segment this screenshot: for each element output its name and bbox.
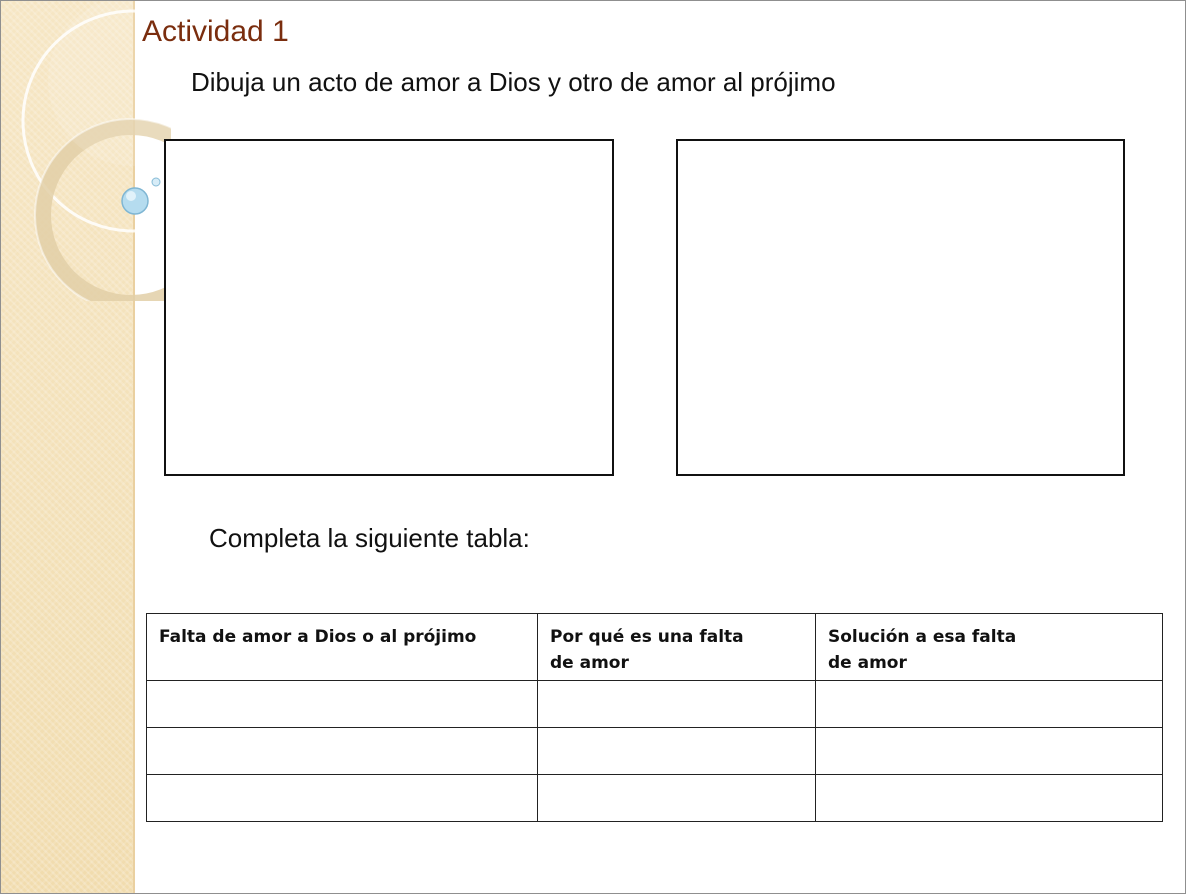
table-cell[interactable]: [147, 681, 538, 728]
column-header-solucion: Solución a esa falta de amor: [816, 614, 1163, 681]
drawing-box-love-to-god[interactable]: [164, 139, 614, 476]
table-cell[interactable]: [816, 681, 1163, 728]
table-instruction: Completa la siguiente tabla:: [209, 523, 530, 553]
table-cell[interactable]: [538, 775, 816, 822]
table-cell[interactable]: [538, 681, 816, 728]
table-row: [147, 728, 1163, 775]
column-header-falta: Falta de amor a Dios o al prójimo: [147, 614, 538, 681]
drawing-instruction: Dibuja un acto de amor a Dios y otro de amor al prójimo: [191, 67, 836, 97]
column-header-por-que: Por qué es una falta de amor: [538, 614, 816, 681]
table-cell[interactable]: [147, 775, 538, 822]
slide-title: Actividad 1: [142, 15, 289, 48]
table-header-row: [147, 614, 1163, 681]
table-row: [147, 775, 1163, 822]
bubble-large: [122, 188, 148, 214]
drawing-box-love-to-neighbor[interactable]: [676, 139, 1125, 476]
worksheet-table: [146, 613, 1163, 822]
table-cell[interactable]: [538, 728, 816, 775]
table-cell[interactable]: [816, 775, 1163, 822]
table-cell[interactable]: [147, 728, 538, 775]
bubble-small: [152, 178, 160, 186]
table-row: [147, 681, 1163, 728]
table-cell[interactable]: [816, 728, 1163, 775]
